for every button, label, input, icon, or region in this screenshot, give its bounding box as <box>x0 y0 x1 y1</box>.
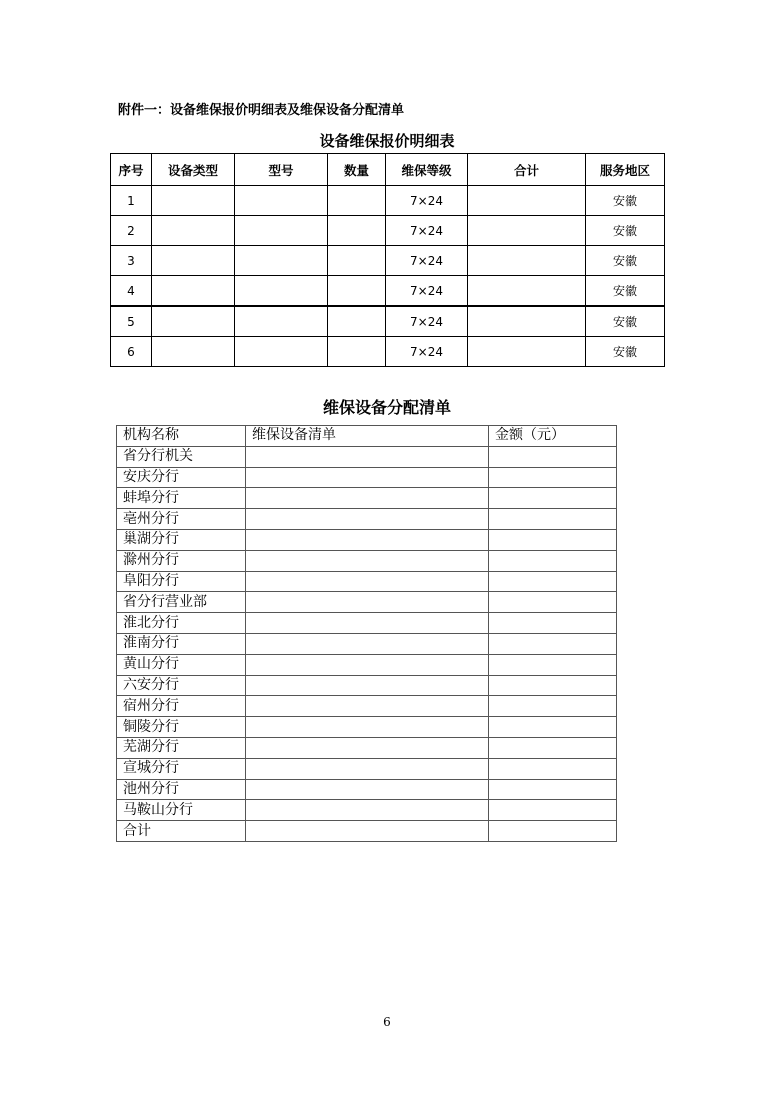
device-list-cell <box>246 737 489 758</box>
table-row <box>111 276 665 307</box>
table-row <box>111 337 665 367</box>
service-level-cell: 7×24 <box>386 216 468 246</box>
table-row <box>111 216 665 246</box>
device-list-cell <box>246 821 489 842</box>
service-level-cell: 7×24 <box>386 276 468 307</box>
table-row <box>111 186 665 216</box>
device-list-cell <box>246 592 489 613</box>
device-list-cell <box>246 613 489 634</box>
device-list-cell <box>246 779 489 800</box>
table-row <box>111 246 665 276</box>
amount-cell <box>489 779 617 800</box>
device-list-cell <box>246 696 489 717</box>
table-row <box>117 509 617 530</box>
device-list-cell <box>246 800 489 821</box>
region-cell: 安徽 <box>586 246 665 276</box>
device-list-cell <box>246 550 489 571</box>
device-type-cell <box>152 186 235 216</box>
row-number: 5 <box>111 306 152 337</box>
amount-cell <box>489 446 617 467</box>
amount-cell <box>489 821 617 842</box>
model-cell <box>235 216 328 246</box>
allocation-table-header-row <box>117 426 617 447</box>
table-row <box>117 446 617 467</box>
device-list-cell <box>246 717 489 738</box>
amount-cell <box>489 696 617 717</box>
row-number: 2 <box>111 216 152 246</box>
service-level-cell: 7×24 <box>386 186 468 216</box>
row-number: 4 <box>111 276 152 307</box>
quote-table-header-row <box>111 154 665 186</box>
header-cell: 序号 <box>111 154 152 186</box>
amount-cell <box>489 467 617 488</box>
attachment-heading: 附件一：设备维保报价明细表及维保设备分配清单 <box>118 103 405 118</box>
branch-name-cell: 蚌埠分行 <box>117 488 246 509</box>
amount-cell <box>489 509 617 530</box>
device-type-cell <box>152 276 235 307</box>
row-number: 1 <box>111 186 152 216</box>
branch-name-cell: 省分行营业部 <box>117 592 246 613</box>
service-level-cell: 7×24 <box>386 306 468 337</box>
table-row <box>117 529 617 550</box>
row-number: 3 <box>111 246 152 276</box>
amount-cell <box>489 675 617 696</box>
service-level-cell: 7×24 <box>386 246 468 276</box>
branch-name-cell: 省分行机关 <box>117 446 246 467</box>
table-row <box>117 737 617 758</box>
total-cell <box>468 186 586 216</box>
header-cell: 型号 <box>235 154 328 186</box>
device-list-cell <box>246 654 489 675</box>
allocation-table <box>116 425 617 842</box>
branch-name-cell: 铜陵分行 <box>117 717 246 738</box>
device-list-cell <box>246 467 489 488</box>
branch-name-cell: 马鞍山分行 <box>117 800 246 821</box>
region-cell: 安徽 <box>586 306 665 337</box>
total-row <box>117 821 617 842</box>
table-row <box>117 654 617 675</box>
branch-name-cell: 宿州分行 <box>117 696 246 717</box>
table-row <box>117 467 617 488</box>
amount-cell <box>489 654 617 675</box>
table-row <box>117 613 617 634</box>
branch-name-cell: 滁州分行 <box>117 550 246 571</box>
table-row <box>117 550 617 571</box>
table-row <box>117 633 617 654</box>
branch-name-cell: 宣城分行 <box>117 758 246 779</box>
header-cell: 金额（元） <box>489 426 617 447</box>
table-row <box>117 571 617 592</box>
total-cell <box>468 246 586 276</box>
table-row <box>111 306 665 337</box>
header-cell: 数量 <box>328 154 386 186</box>
branch-name-cell: 黄山分行 <box>117 654 246 675</box>
device-list-cell <box>246 509 489 530</box>
total-label-cell: 合计 <box>117 821 246 842</box>
table-row <box>117 779 617 800</box>
model-cell <box>235 246 328 276</box>
branch-name-cell: 六安分行 <box>117 675 246 696</box>
table-row <box>117 717 617 738</box>
device-type-cell <box>152 216 235 246</box>
quantity-cell <box>328 306 386 337</box>
amount-cell <box>489 488 617 509</box>
amount-cell <box>489 592 617 613</box>
table-row <box>117 675 617 696</box>
branch-name-cell: 芜湖分行 <box>117 737 246 758</box>
table-row <box>117 488 617 509</box>
device-list-cell <box>246 571 489 592</box>
device-list-cell <box>246 675 489 696</box>
table-row <box>117 758 617 779</box>
region-cell: 安徽 <box>586 186 665 216</box>
branch-name-cell: 池州分行 <box>117 779 246 800</box>
service-level-cell: 7×24 <box>386 337 468 367</box>
amount-cell <box>489 717 617 738</box>
header-cell: 维保等级 <box>386 154 468 186</box>
amount-cell <box>489 571 617 592</box>
quote-table-title: 设备维保报价明细表 <box>319 132 455 150</box>
header-cell: 合计 <box>468 154 586 186</box>
quote-table <box>110 153 665 367</box>
row-number: 6 <box>111 337 152 367</box>
header-cell: 服务地区 <box>586 154 665 186</box>
quantity-cell <box>328 246 386 276</box>
quantity-cell <box>328 337 386 367</box>
device-type-cell <box>152 306 235 337</box>
amount-cell <box>489 613 617 634</box>
device-type-cell <box>152 246 235 276</box>
table-row <box>117 800 617 821</box>
amount-cell <box>489 529 617 550</box>
amount-cell <box>489 800 617 821</box>
page-number: 6 <box>383 1015 391 1029</box>
table-row <box>117 592 617 613</box>
branch-name-cell: 亳州分行 <box>117 509 246 530</box>
quantity-cell <box>328 276 386 307</box>
amount-cell <box>489 633 617 654</box>
model-cell <box>235 306 328 337</box>
header-cell: 机构名称 <box>117 426 246 447</box>
amount-cell <box>489 758 617 779</box>
total-cell <box>468 337 586 367</box>
quantity-cell <box>328 186 386 216</box>
header-cell: 设备类型 <box>152 154 235 186</box>
device-type-cell <box>152 337 235 367</box>
amount-cell <box>489 737 617 758</box>
device-list-cell <box>246 758 489 779</box>
region-cell: 安徽 <box>586 216 665 246</box>
quantity-cell <box>328 216 386 246</box>
table-row <box>117 696 617 717</box>
allocation-table-title: 维保设备分配清单 <box>322 398 451 417</box>
model-cell <box>235 186 328 216</box>
device-list-cell <box>246 529 489 550</box>
total-cell <box>468 306 586 337</box>
total-cell <box>468 276 586 307</box>
amount-cell <box>489 550 617 571</box>
header-cell: 维保设备清单 <box>246 426 489 447</box>
branch-name-cell: 安庆分行 <box>117 467 246 488</box>
branch-name-cell: 淮南分行 <box>117 633 246 654</box>
region-cell: 安徽 <box>586 276 665 307</box>
branch-name-cell: 阜阳分行 <box>117 571 246 592</box>
device-list-cell <box>246 488 489 509</box>
device-list-cell <box>246 446 489 467</box>
model-cell <box>235 276 328 307</box>
total-cell <box>468 216 586 246</box>
model-cell <box>235 337 328 367</box>
branch-name-cell: 巢湖分行 <box>117 529 246 550</box>
branch-name-cell: 淮北分行 <box>117 613 246 634</box>
region-cell: 安徽 <box>586 337 665 367</box>
device-list-cell <box>246 633 489 654</box>
